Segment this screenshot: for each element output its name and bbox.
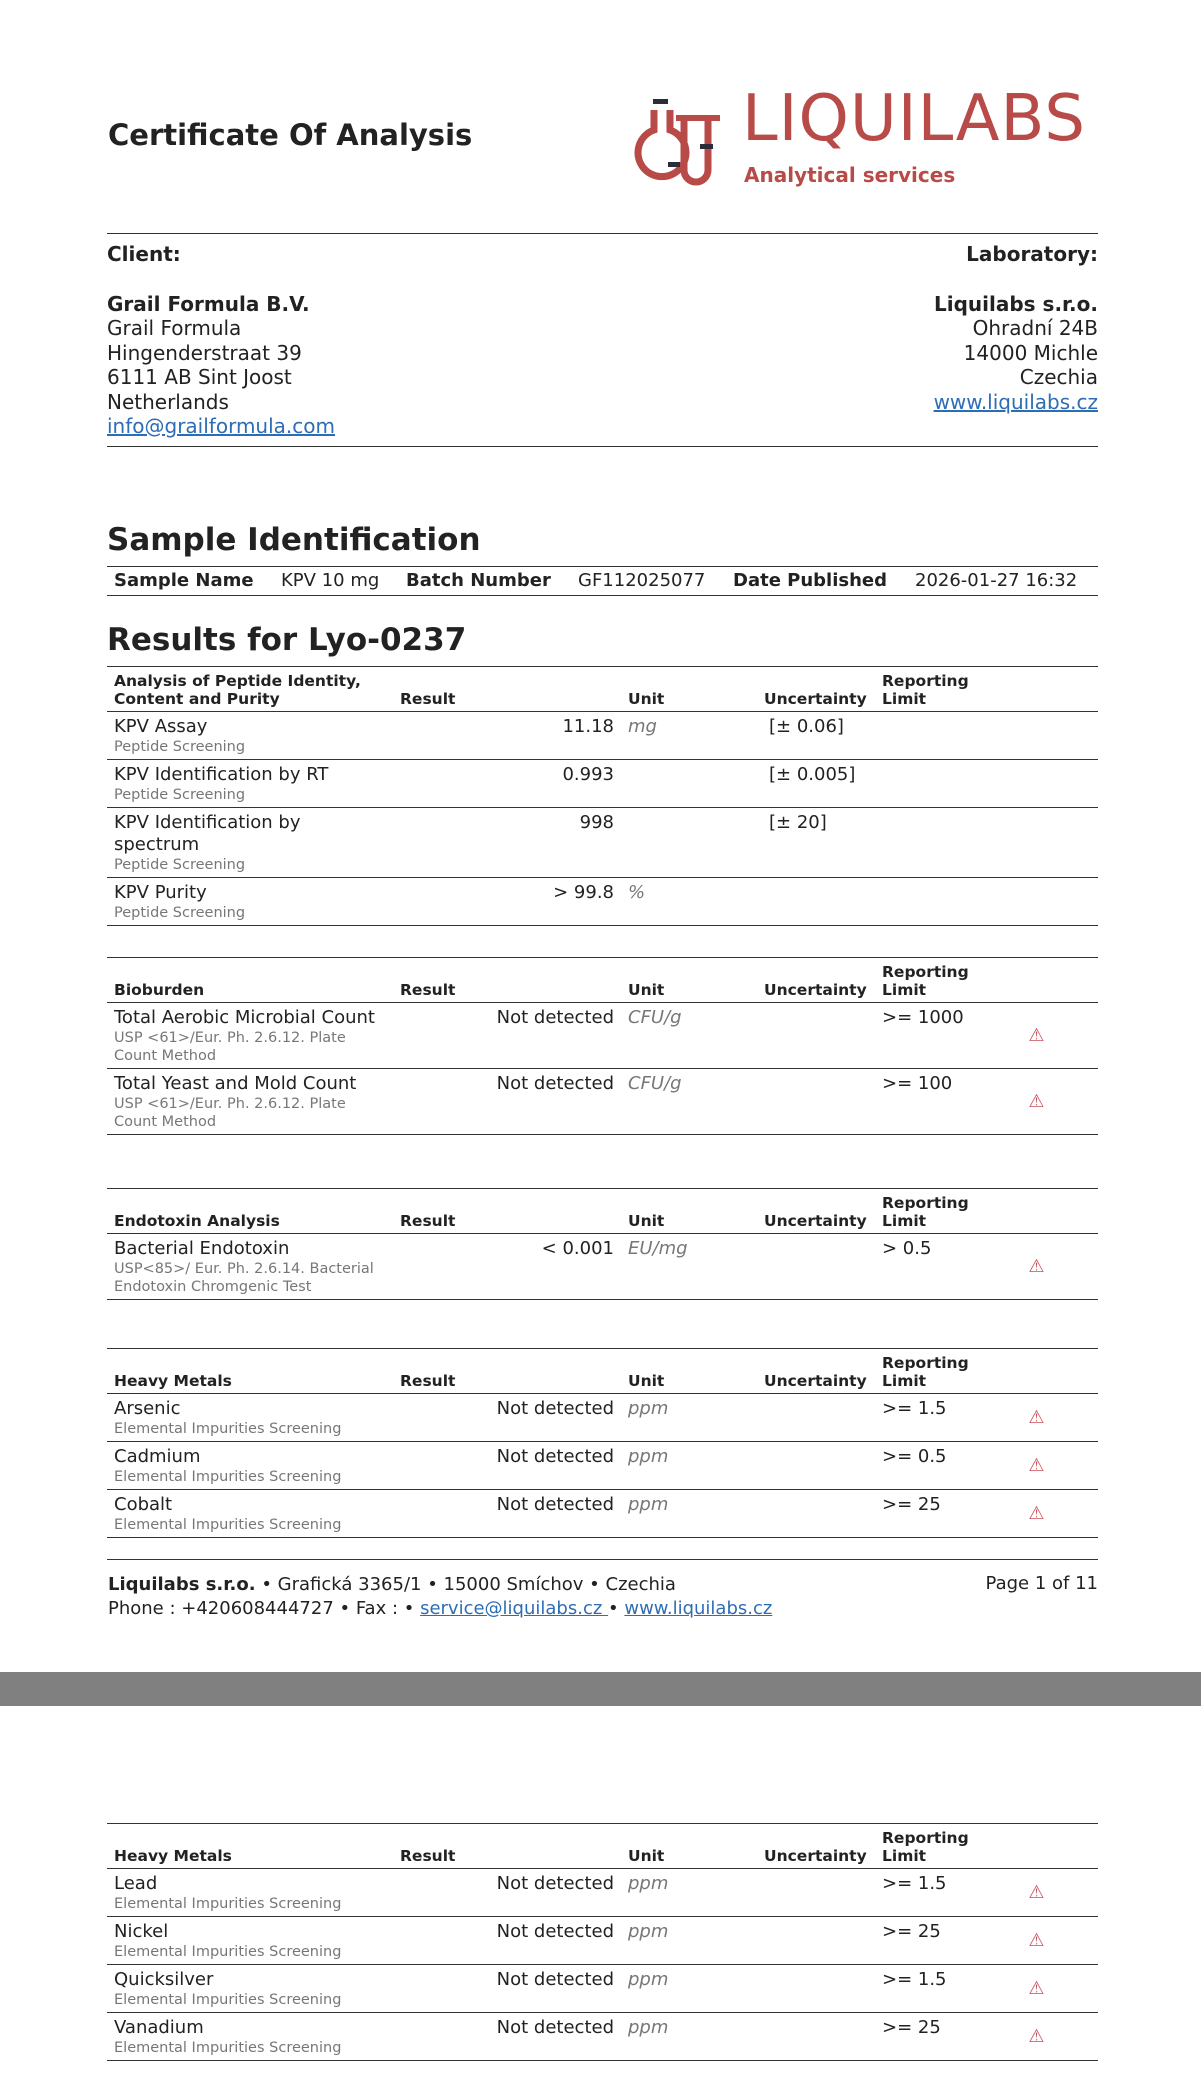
- table-heading: Heavy Metals: [107, 1824, 393, 1869]
- reporting-limit-value: >= 25: [875, 1917, 975, 1965]
- warning-icon: ⚠: [975, 1869, 1098, 1917]
- analyte-name: Quicksilver: [114, 1969, 214, 1990]
- client-line: Hingenderstraat 39: [107, 340, 302, 365]
- analyte-name: Vanadium: [114, 2017, 204, 2038]
- table-row: [107, 1003, 1098, 1069]
- endotoxin-results-table: [107, 1188, 1098, 1300]
- reporting-limit-column-header: Reporting Limit: [875, 1189, 975, 1234]
- reporting-limit-column-header: Reporting Limit: [875, 1824, 975, 1869]
- analyte-name: Nickel: [114, 1921, 169, 1942]
- unit-value: [621, 760, 757, 808]
- uncertainty-column-header: Uncertainty: [757, 958, 875, 1003]
- reporting-limit-value: >= 0.5: [875, 1442, 975, 1490]
- reporting-limit-value: [875, 712, 975, 760]
- analysis-method: Peptide Screening: [114, 857, 246, 873]
- unit-value: ppm: [621, 1869, 757, 1917]
- liquilabs-logo: [632, 82, 1102, 198]
- unit-value: %: [621, 878, 757, 926]
- laboratory-line: 14000 Michle: [963, 340, 1098, 365]
- result-value: 0.993: [393, 760, 621, 808]
- uncertainty-column-header: Uncertainty: [757, 1189, 875, 1234]
- result-column-header: Result: [393, 1824, 621, 1869]
- result-value: Not detected: [393, 1965, 621, 2013]
- result-column-header: Result: [393, 1349, 621, 1394]
- analysis-method: Peptide Screening: [114, 905, 246, 921]
- reporting-limit-value: > 0.5: [875, 1234, 975, 1300]
- table-row: [107, 1442, 1098, 1490]
- table-row: [107, 1917, 1098, 1965]
- result-value: Not detected: [393, 1917, 621, 1965]
- laboratory-line: Czechia: [1019, 365, 1098, 389]
- table-heading: Heavy Metals: [107, 1349, 393, 1394]
- heavy-metals-results-table: [107, 1348, 1098, 1538]
- uncertainty-value: [757, 1965, 875, 2013]
- footer-separator: •: [608, 1598, 625, 1619]
- reporting-limit-column-header: Reporting Limit: [875, 1349, 975, 1394]
- warning-icon: ⚠: [975, 1069, 1098, 1135]
- client-name: Grail Formula B.V.: [107, 291, 310, 316]
- table-heading: Endotoxin Analysis: [107, 1189, 393, 1234]
- laboratory-block: [934, 242, 1098, 414]
- result-value: 11.18: [393, 712, 621, 760]
- unit-value: ppm: [621, 1917, 757, 1965]
- analysis-method: Elemental Impurities Screening: [114, 1517, 342, 1533]
- batch-number-value: GF112025077: [578, 570, 706, 591]
- uncertainty-value: [± 0.06]: [757, 712, 875, 760]
- laboratory-heading: Laboratory:: [966, 242, 1098, 266]
- analyte-name: KPV Identification by spectrum: [114, 812, 301, 855]
- footer-company: Liquilabs s.r.o.: [108, 1574, 256, 1595]
- client-line: Netherlands: [107, 389, 229, 414]
- result-value: Not detected: [393, 1069, 621, 1135]
- heavy-metals-results-table: [107, 1823, 1098, 2061]
- result-value: > 99.8: [393, 878, 621, 926]
- table-row: [107, 1490, 1098, 1538]
- unit-column-header: Unit: [621, 1349, 757, 1394]
- uncertainty-value: [757, 1234, 875, 1300]
- analysis-method: USP <61>/Eur. Ph. 2.6.12. Plate Count Method: [114, 1096, 346, 1130]
- analyte-name: KPV Purity: [114, 882, 207, 903]
- analysis-method: Elemental Impurities Screening: [114, 1896, 342, 1912]
- table-row: [107, 1234, 1098, 1300]
- uncertainty-value: [757, 1394, 875, 1442]
- sample-name-value: KPV 10 mg: [281, 570, 380, 591]
- result-value: 998: [393, 808, 621, 878]
- result-value: Not detected: [393, 1490, 621, 1538]
- laboratory-name: Liquilabs s.r.o.: [934, 291, 1098, 316]
- result-column-header: Result: [393, 1189, 621, 1234]
- reporting-limit-value: >= 1.5: [875, 1394, 975, 1442]
- sample-identification-bar: [107, 566, 1098, 596]
- logo-wordmark: LIQUILABS: [742, 82, 1086, 156]
- analyte-name: Total Yeast and Mold Count: [114, 1073, 357, 1094]
- document-title: Certificate Of Analysis: [108, 118, 473, 152]
- uncertainty-value: [757, 1442, 875, 1490]
- reporting-limit-value: >= 1000: [875, 1003, 975, 1069]
- uncertainty-value: [757, 1490, 875, 1538]
- analysis-method: Elemental Impurities Screening: [114, 1421, 342, 1437]
- table-row: [107, 712, 1098, 760]
- footer-address: • Grafická 3365/1 • 15000 Smíchov • Czechia: [255, 1574, 676, 1595]
- reporting-limit-value: >= 1.5: [875, 1869, 975, 1917]
- page-number: Page 1 of 11: [985, 1573, 1098, 1594]
- analyte-name: Total Aerobic Microbial Count: [114, 1007, 375, 1028]
- uncertainty-value: [757, 1003, 875, 1069]
- header-divider: [107, 233, 1098, 234]
- warning-icon: ⚠: [975, 1917, 1098, 1965]
- flask-icon: [632, 92, 722, 192]
- footer-divider: [107, 1559, 1098, 1560]
- results-title: Results for Lyo-0237: [107, 622, 467, 658]
- table-row: [107, 808, 1098, 878]
- unit-value: mg: [621, 712, 757, 760]
- client-line: Grail Formula: [107, 316, 242, 340]
- analysis-method: USP<85>/ Eur. Ph. 2.6.14. Bacterial Endotoxin Chromgenic Test: [114, 1261, 374, 1295]
- analyte-name: Arsenic: [114, 1398, 181, 1419]
- laboratory-web-link[interactable]: www.liquilabs.cz: [933, 389, 1098, 414]
- warning-icon: ⚠: [975, 1442, 1098, 1490]
- result-column-header: Result: [393, 667, 621, 712]
- page-1: [107, 0, 1098, 1672]
- unit-column-header: Unit: [621, 958, 757, 1003]
- uncertainty-value: [757, 1869, 875, 1917]
- analysis-method: USP <61>/Eur. Ph. 2.6.12. Plate Count Method: [114, 1030, 346, 1064]
- analysis-method: Elemental Impurities Screening: [114, 1944, 342, 1960]
- unit-value: ppm: [621, 1442, 757, 1490]
- reporting-limit-column-header: Reporting Limit: [875, 667, 975, 712]
- unit-column-header: Unit: [621, 667, 757, 712]
- analysis-method: Peptide Screening: [114, 739, 246, 755]
- sample-name-label: Sample Name: [114, 570, 254, 591]
- result-value: Not detected: [393, 1394, 621, 1442]
- reporting-limit-column-header: Reporting Limit: [875, 958, 975, 1003]
- table-heading: Analysis of Peptide Identity, Content and Purity: [107, 667, 393, 712]
- analyte-name: KPV Assay: [114, 716, 208, 737]
- uncertainty-column-header: Uncertainty: [757, 1824, 875, 1869]
- unit-value: EU/mg: [621, 1234, 757, 1300]
- reporting-limit-value: >= 100: [875, 1069, 975, 1135]
- analyte-name: Cobalt: [114, 1494, 173, 1515]
- result-value: < 0.001: [393, 1234, 621, 1300]
- unit-value: ppm: [621, 2013, 757, 2061]
- footer-email-link[interactable]: service@liquilabs.cz: [420, 1598, 609, 1619]
- client-heading: Client:: [107, 242, 181, 266]
- table-row: [107, 1965, 1098, 2013]
- unit-value: CFU/g: [621, 1069, 757, 1135]
- laboratory-line: Ohradní 24B: [972, 316, 1098, 340]
- uncertainty-value: [757, 1917, 875, 1965]
- unit-value: ppm: [621, 1965, 757, 2013]
- batch-number-label: Batch Number: [406, 570, 551, 591]
- result-column-header: Result: [393, 958, 621, 1003]
- reporting-limit-value: >= 25: [875, 1490, 975, 1538]
- date-published-value: 2026-01-27 16:32: [915, 570, 1078, 591]
- warning-icon: ⚠: [975, 1490, 1098, 1538]
- unit-column-header: Unit: [621, 1189, 757, 1234]
- analyte-name: Bacterial Endotoxin: [114, 1238, 290, 1259]
- analyte-name: KPV Identification by RT: [114, 764, 329, 785]
- table-row: [107, 1869, 1098, 1917]
- sample-identification-title: Sample Identification: [107, 522, 481, 558]
- unit-value: [621, 808, 757, 878]
- footer-phone: Phone : +420608444727 • Fax : •: [108, 1598, 421, 1619]
- reporting-limit-value: [875, 878, 975, 926]
- result-value: Not detected: [393, 2013, 621, 2061]
- uncertainty-value: [± 20]: [757, 808, 875, 878]
- table-row: [107, 878, 1098, 926]
- analyte-name: Cadmium: [114, 1446, 201, 1467]
- analysis-method: Elemental Impurities Screening: [114, 2040, 342, 2056]
- uncertainty-column-header: Uncertainty: [757, 667, 875, 712]
- client-email-link[interactable]: info@grailformula.com: [107, 414, 335, 438]
- unit-column-header: Unit: [621, 1824, 757, 1869]
- table-heading: Bioburden: [107, 958, 393, 1003]
- result-value: Not detected: [393, 1869, 621, 1917]
- warning-icon: ⚠: [975, 2013, 1098, 2061]
- page-2: [107, 1706, 1098, 2098]
- date-published-label: Date Published: [733, 570, 888, 591]
- uncertainty-value: [± 0.005]: [757, 760, 875, 808]
- uncertainty-value: [757, 2013, 875, 2061]
- client-block: [107, 242, 335, 439]
- analysis-method: Peptide Screening: [114, 787, 246, 803]
- reporting-limit-value: [875, 808, 975, 878]
- client-line: 6111 AB Sint Joost: [107, 365, 292, 389]
- table-row: [107, 1069, 1098, 1135]
- uncertainty-value: [757, 1069, 875, 1135]
- reporting-limit-value: >= 1.5: [875, 1965, 975, 2013]
- page-separator: [0, 1672, 1201, 1706]
- address-divider: [107, 446, 1098, 447]
- uncertainty-column-header: Uncertainty: [757, 1349, 875, 1394]
- analyte-name: Lead: [114, 1873, 158, 1894]
- unit-value: ppm: [621, 1394, 757, 1442]
- reporting-limit-value: >= 25: [875, 2013, 975, 2061]
- warning-icon: ⚠: [975, 1965, 1098, 2013]
- unit-value: CFU/g: [621, 1003, 757, 1069]
- warning-icon: ⚠: [975, 1394, 1098, 1442]
- footer-web-link[interactable]: www.liquilabs.cz: [624, 1598, 773, 1619]
- analysis-method: Elemental Impurities Screening: [114, 1469, 342, 1485]
- result-value: Not detected: [393, 1003, 621, 1069]
- table-row: [107, 1394, 1098, 1442]
- result-value: Not detected: [393, 1442, 621, 1490]
- logo-tagline: Analytical services: [744, 163, 956, 187]
- warning-icon: ⚠: [975, 1234, 1098, 1300]
- bioburden-results-table: [107, 957, 1098, 1135]
- peptide-results-table: [107, 666, 1098, 926]
- unit-value: ppm: [621, 1490, 757, 1538]
- warning-icon: ⚠: [975, 1003, 1098, 1069]
- table-row: [107, 2013, 1098, 2061]
- table-row: [107, 760, 1098, 808]
- page-footer: [108, 1573, 772, 1621]
- uncertainty-value: [757, 878, 875, 926]
- analysis-method: Elemental Impurities Screening: [114, 1992, 342, 2008]
- reporting-limit-value: [875, 760, 975, 808]
